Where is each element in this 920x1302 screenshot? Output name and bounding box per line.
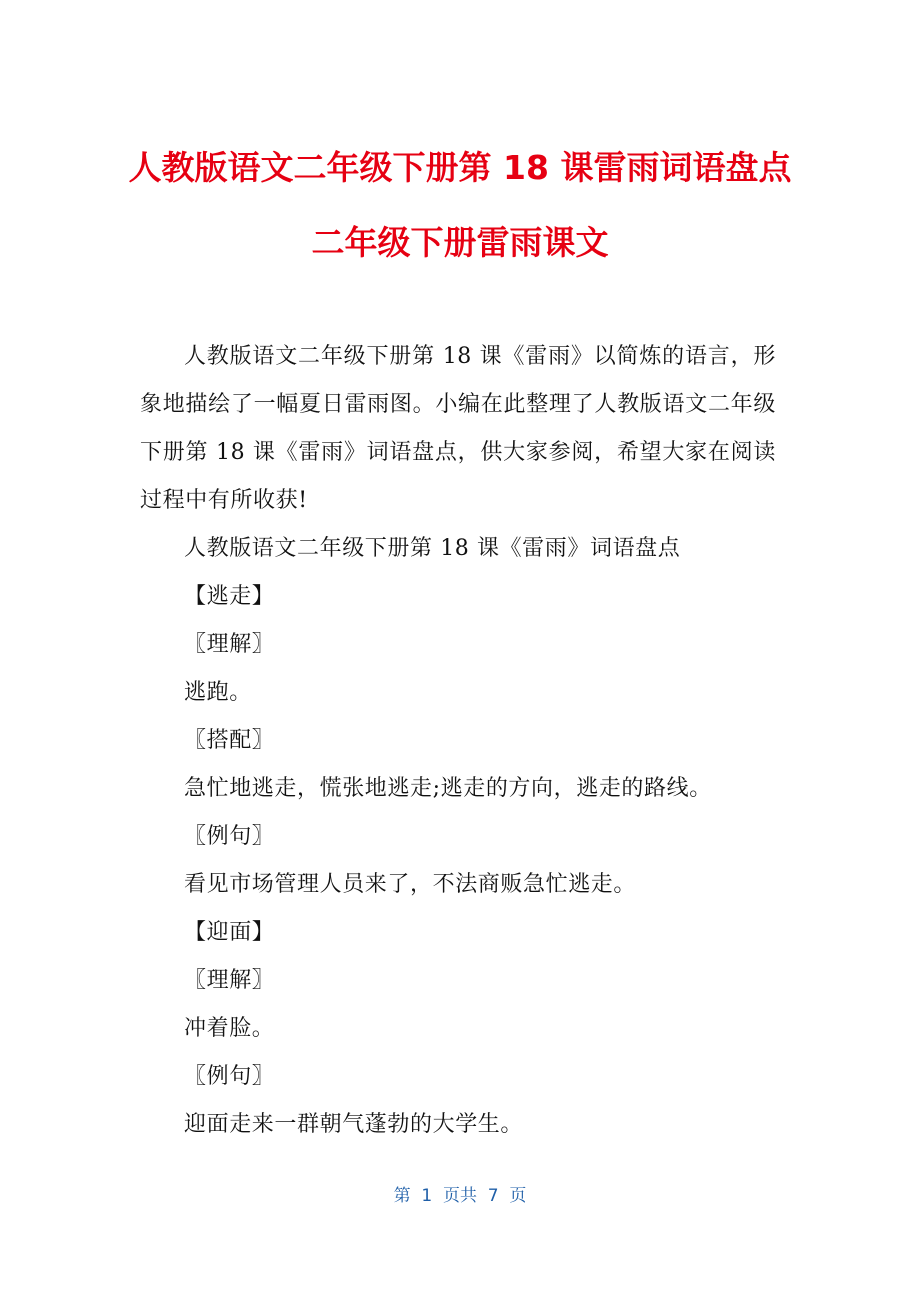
document-title-line-1: 人教版语文二年级下册第 18 课雷雨词语盘点 <box>128 148 792 187</box>
section-heading: 人教版语文二年级下册第 18 课《雷雨》词语盘点 <box>184 536 681 561</box>
document-body <box>140 333 776 1149</box>
document-title-line-2: 二年级下册雷雨课文 <box>311 223 609 262</box>
entry-line: 〖例句〗 <box>184 1064 275 1089</box>
entry-line: 〖例句〗 <box>184 824 275 849</box>
entry-line: 〖搭配〗 <box>184 728 275 753</box>
entry-line: 〖理解〗 <box>184 968 275 993</box>
entry-line: 看见市场管理人员来了，不法商贩急忙逃走。 <box>184 872 637 897</box>
entry-line: 迎面走来一群朝气蓬勃的大学生。 <box>184 1112 524 1137</box>
page-footer: 第 1 页共 7 页 <box>393 1186 527 1206</box>
entry-line: 〖理解〗 <box>184 632 275 657</box>
entry-line: 急忙地逃走，慌张地逃走;逃走的方向，逃走的路线。 <box>184 776 712 801</box>
entry-line: 冲着脸。 <box>184 1016 275 1041</box>
entry-line: 【迎面】 <box>184 920 275 945</box>
entry-line: 【逃走】 <box>184 584 275 609</box>
entry-line: 逃跑。 <box>184 680 252 705</box>
intro-paragraph: 人教版语文二年级下册第 18 课《雷雨》以简炼的语言，形象地描绘了一幅夏日雷雨图。小编在此整理了人教版语文二年级下册第 18 课《雷雨》词语盘点，供大家参阅，希望大家在阅读过程中有所收获! <box>140 344 776 513</box>
